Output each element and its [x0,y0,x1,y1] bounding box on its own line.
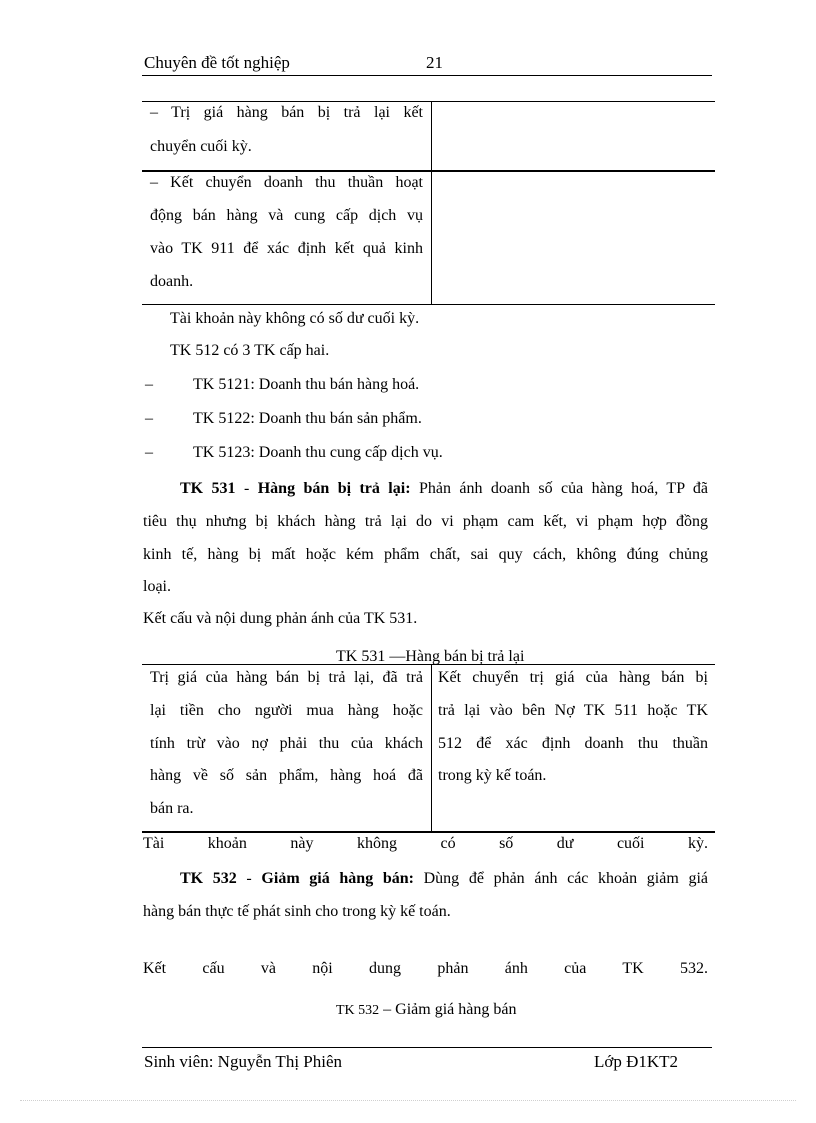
table-cell-line: chuyển cuối kỳ. [150,138,252,155]
table-cell-line: Kết chuyển trị giá của hàng bán bị [438,669,708,686]
table-title: TK 531 —Hàng bán bị trả lại [336,648,525,665]
table-cell-line: lại tiền cho người mua hàng hoặc [150,702,423,719]
paragraph-line: kinh tế, hàng bị mất hoặc kém phẩm chất, sai quy cách, không đúng chủng [143,546,708,563]
table-cell-line: – Kết chuyển doanh thu thuần hoạt [150,174,423,191]
tk531-name: Hàng bán bị trả lại: [257,480,411,497]
tk531-code: TK 531 [180,480,236,497]
separator: - [236,870,262,887]
table3-code: TK 532 [336,1003,380,1018]
footer-student: Sinh viên: Nguyễn Thị Phiên [144,1052,343,1071]
table-divider [431,664,432,831]
page-number: 21 [426,53,443,72]
paragraph-line: hàng bán thực tế phát sinh cho trong kỳ kế toán. [143,903,451,920]
table-rule [142,170,715,172]
table-cell-line: động bán hàng và cung cấp dịch vụ [150,207,423,224]
paragraph: Kết cấu và nội dung phản ánh của TK 532. [143,960,708,977]
list-bullet: – [145,410,153,427]
tk531-paragraph-line1 [180,480,708,498]
table3-rest: – Giảm giá hàng bán [379,1001,517,1018]
table-cell-line: trong kỳ kế toán. [438,767,547,784]
paragraph-line: loại. [143,578,171,595]
header-rule [142,75,712,76]
tk532-text: Dùng để phản ánh các khoản giảm giá [413,870,708,887]
list-item: TK 5122: Doanh thu bán sản phẩm. [193,410,422,427]
table-rule [142,101,715,102]
table-cell-line: tính trừ vào nợ phải thu của khách [150,735,423,752]
list-bullet: – [145,444,153,461]
list-bullet: – [145,376,153,393]
footer-class: Lớp Đ1KT2 [594,1052,679,1071]
table-cell-line: bán ra. [150,800,194,817]
table-cell-line: hàng về số sản phẩm, hàng hoá đã [150,767,423,784]
tk531-text: Phản ánh doanh số của hàng hoá, TP đã [410,480,709,497]
paragraph: TK 512 có 3 TK cấp hai. [170,342,330,359]
list-item: TK 5123: Doanh thu cung cấp dịch vụ. [193,444,443,461]
page-edge [20,1100,796,1101]
table-divider [431,101,432,304]
tk532-paragraph-line1 [180,870,708,888]
table-rule [142,304,715,305]
tk532-name: Giảm giá hàng bán: [261,870,414,887]
table-title [336,1001,516,1019]
tk532-code: TK 532 [180,870,237,887]
list-item: TK 5121: Doanh thu bán hàng hoá. [193,376,420,393]
table-rule [142,831,715,833]
table-cell-line: doanh. [150,273,194,290]
table-cell-line: trả lại vào bên Nợ TK 511 hoặc TK [438,702,708,719]
header-title: Chuyên đề tốt nghiệp [144,53,290,72]
separator: - [235,480,258,497]
table-cell-line: vào TK 911 để xác định kết quả kinh [150,240,423,257]
table-cell-line: Trị giá của hàng bán bị trả lại, đã trả [150,669,423,686]
table-cell-line: 512 để xác định doanh thu thuần [438,735,708,752]
footer-rule [142,1047,712,1048]
table-rule [142,664,715,665]
table-cell-line: – Trị giá hàng bán bị trả lại kết [150,104,423,121]
paragraph: Tài khoản này không có số dư cuối kỳ. [170,310,420,327]
paragraph: Kết cấu và nội dung phản ánh của TK 531. [143,610,418,627]
paragraph-line: tiêu thụ nhưng bị khách hàng trả lại do vi phạm cam kết, vi phạm hợp đồng [143,513,708,530]
paragraph: Tài khoản này không có số dư cuối kỳ. [143,835,708,852]
